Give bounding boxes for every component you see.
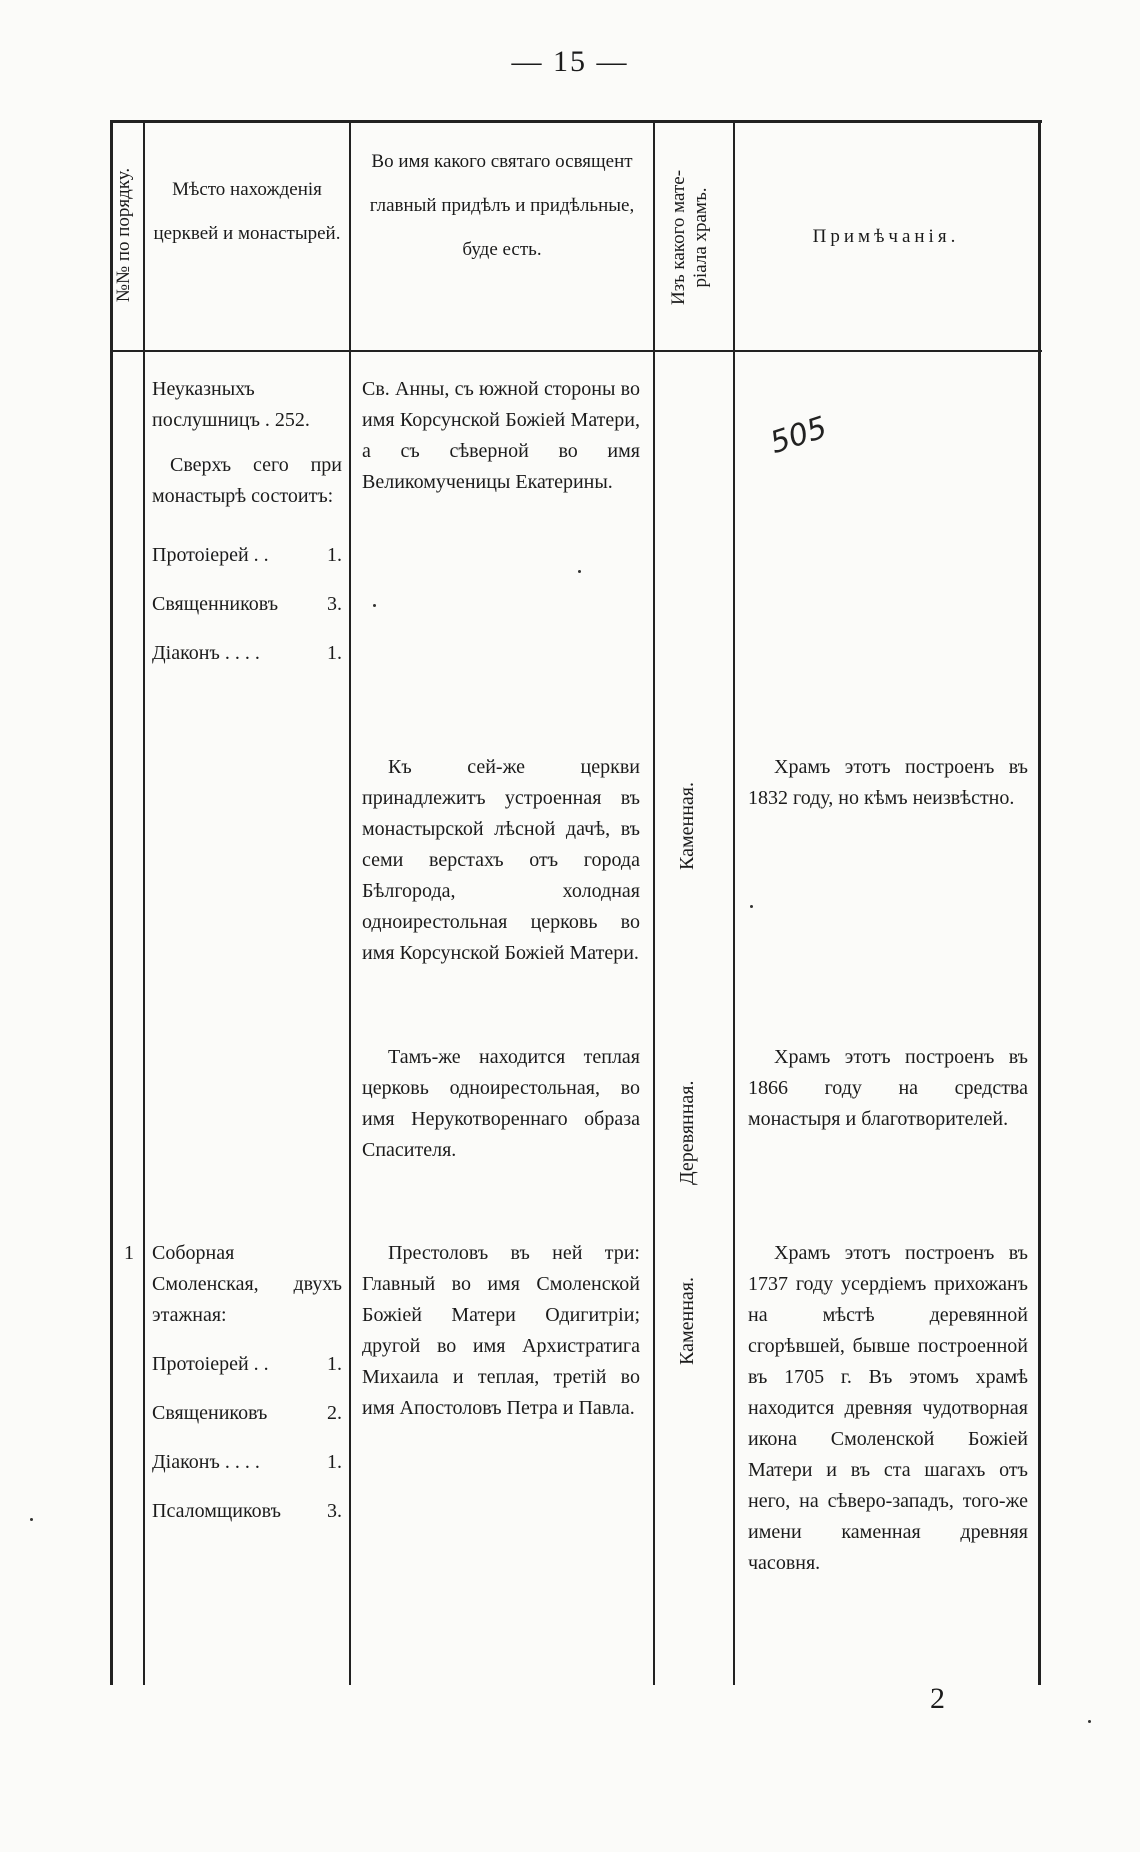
staff-role: Діаконъ . . . .	[152, 642, 260, 664]
staff-count: 3.	[327, 1500, 342, 1522]
row-3-staff-item	[152, 1398, 342, 1429]
col-divider-2	[349, 120, 351, 1685]
row-3-dedication: Престоловъ въ ней три: Главный во имя Смоленской Божіей Матери Одигитріи; другой во имя Архистратига Михаила и теплая, третій во имя Апостоловъ Петра и Павла.	[362, 1242, 640, 1419]
table-top-border	[110, 120, 1042, 123]
staff-count: 1.	[327, 1353, 342, 1375]
row-3-notes: Храмъ этотъ построенъ въ 1737 году усердіемъ прихожанъ на мѣстѣ деревянной сгорѣвшей, бывше построенной въ 1705 г. Въ этомъ храмѣ находится древняя чудотворная икона Смоленской Божіей Матери и въ ста шагахъ отъ него, на сѣверо-западъ, того-же имени каменная древняя часовня.	[748, 1242, 1028, 1574]
row-0-staff-item	[152, 638, 342, 669]
row-3-staff-list	[152, 1349, 342, 1527]
page-speck	[1088, 1720, 1091, 1723]
page-speck	[750, 905, 753, 908]
header-col-material-line1: Изъ какого мате-	[668, 169, 689, 306]
row-3-staff-item	[152, 1496, 342, 1527]
row-0-place-intro: Неуказныхъ послушницъ . 252.	[152, 378, 310, 431]
row-3-place-intro: Соборная Смоленская, двухъ этажная:	[152, 1242, 342, 1326]
row-3-material: Каменная.	[676, 1277, 698, 1365]
page-speck	[30, 1518, 33, 1521]
header-col-place-label: Мѣсто нахожденія церквей и монастырей.	[153, 179, 341, 244]
row-0-place	[152, 374, 342, 669]
header-col-material-line2: ріала храмъ.	[690, 187, 711, 288]
staff-count: 1.	[327, 544, 342, 566]
row-0-handwriting: 505	[765, 410, 832, 461]
staff-role: Протоіерей . .	[152, 1353, 269, 1375]
row-3-staff-item	[152, 1349, 342, 1380]
header-col-number-label: №№ по порядку.	[113, 167, 134, 303]
staff-count: 3.	[327, 593, 342, 615]
row-2-dedication: Тамъ-же находится теплая церковь одноирестольная, во имя Нерукотвореннаго образа Спасителя.	[362, 1046, 640, 1161]
row-3-number: 1	[124, 1242, 134, 1264]
row-0-place-text: Сверхъ сего при монастырѣ состоитъ:	[152, 454, 342, 507]
staff-count: 2.	[327, 1402, 342, 1424]
staff-count: 1.	[327, 1451, 342, 1473]
row-0-staff-list	[152, 540, 342, 669]
staff-count: 1.	[327, 642, 342, 664]
header-col-name-label: Во имя какого святаго освящент главный придѣлъ и придѣльные, буде есть.	[369, 151, 635, 260]
col-divider-1	[143, 120, 145, 1685]
page-speck	[578, 570, 581, 573]
staff-role: Протоіерей . .	[152, 544, 269, 566]
row-0-staff-item	[152, 540, 342, 571]
col-divider-3	[653, 120, 655, 1685]
row-1-notes: Храмъ этотъ построенъ въ 1832 году, но кѣмъ неизвѣстно.	[748, 756, 1028, 809]
row-1-material: Каменная.	[676, 782, 698, 870]
row-3-place	[152, 1238, 342, 1527]
table-left-border	[110, 120, 113, 1685]
row-0-dedication: Св. Анны, съ южной стороны во имя Корсунской Божіей Матери, а съ сѣверной во имя Великомученицы Екатерины.	[362, 378, 640, 493]
staff-role: Псаломщиковъ	[152, 1500, 281, 1522]
col-divider-4	[733, 120, 735, 1685]
row-0-staff-item	[152, 589, 342, 620]
table-right-border	[1038, 120, 1041, 1685]
header-col-material	[668, 130, 712, 345]
staff-role: Священиковъ	[152, 1402, 268, 1424]
header-col-number	[113, 125, 135, 345]
row-1-dedication: Къ сей-же церкви принадлежитъ устроенная въ монастырской лѣсной дачѣ, въ семи верстахъ отъ города Бѣлгорода, холодная одноирестольная церковь во имя Корсунской Божіей Матери.	[362, 756, 640, 964]
header-col-place	[150, 168, 344, 256]
header-col-name	[362, 140, 642, 272]
sheet-number: 2	[930, 1682, 945, 1715]
header-col-notes-label: Примѣчанія.	[812, 226, 960, 247]
staff-role: Священниковъ	[152, 593, 279, 615]
staff-role: Діаконъ . . . .	[152, 1451, 260, 1473]
header-col-notes	[740, 215, 1032, 259]
page-number: — 15 —	[511, 45, 629, 78]
header-bottom-border	[110, 350, 1042, 352]
row-3-staff-item	[152, 1447, 342, 1478]
row-2-notes: Храмъ этотъ построенъ въ 1866 году на средства монастыря и благотворителей.	[748, 1046, 1028, 1130]
row-2-material: Деревянная.	[676, 1080, 698, 1185]
page-speck	[373, 604, 376, 607]
